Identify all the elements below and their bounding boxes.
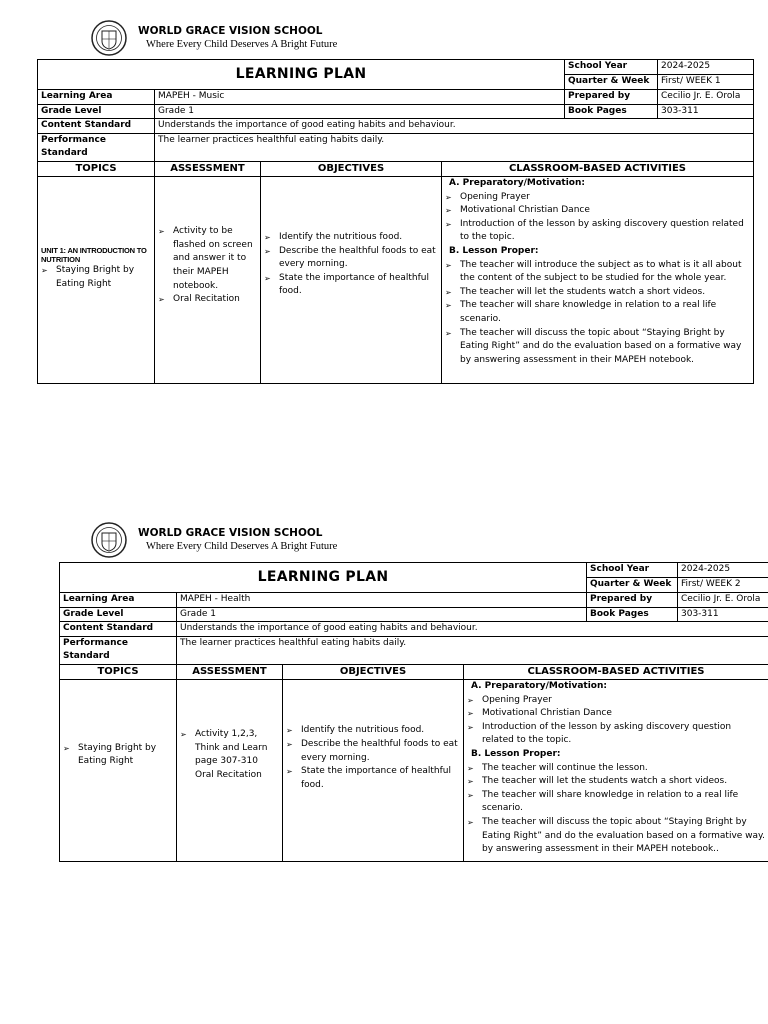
assessment-item: ➢ Activity to be flashed on screen and answer it to their MAPEH notebook. [158,225,257,293]
objective-item: ➢ State the importance of healthful food. [264,272,438,299]
objective-item: ➢ Identify the nutritious food. [264,231,438,245]
content-standard-label: Content Standard [38,119,155,134]
assessment-item: ➢ Oral Recitation [158,293,257,307]
activity-item: ➢ Introduction of the lesson by asking discovery question related to the topic. [467,721,765,748]
performance-standard-label: Performance Standard [38,133,155,161]
learning-area-label: Learning Area [60,593,177,608]
col-assessment-header: ASSESSMENT [155,161,261,176]
topics-cell [38,176,155,383]
activity-item: ➢ The teacher will introduce the subject as to what is it all about the content of the subject to be studied for the whole year. [445,259,750,286]
assessment-cell [177,679,283,861]
content-standard-label: Content Standard [60,622,177,637]
lesson-proper-heading: B. Lesson Proper: [449,245,539,256]
performance-standard-value: The learner practices healthful eating habits daily. [155,133,754,161]
col-objectives-header: OBJECTIVES [261,161,442,176]
activity-item: ➢ Opening Prayer [467,694,765,708]
school-year-label: School Year [587,563,678,578]
school-year-value: 2024-2025 [678,563,768,578]
school-name: WORLD GRACE VISION SCHOOL [138,527,323,539]
book-pages-label: Book Pages [565,104,658,119]
learning-area-label: Learning Area [38,90,155,105]
topic-item: ➢ Staying Bright by Eating Right [63,742,173,769]
school-year-value: 2024-2025 [658,60,754,75]
topic-item: ➢ Staying Bright by Eating Right [41,264,151,291]
school-motto: Where Every Child Deserves A Bright Future [146,39,338,50]
prepared-by-value: Cecilio Jr. E. Orola [678,593,768,608]
learning-plan-table-2 [59,562,768,862]
performance-standard-value: The learner practices healthful eating habits daily. [177,636,768,664]
activity-item: ➢ Motivational Christian Dance [445,204,750,218]
col-activities-header: CLASSROOM-BASED ACTIVITIES [442,161,754,176]
unit-heading: UNIT 1: AN INTRODUCTION TO NUTRITION [41,246,147,265]
quarter-value: First/ WEEK 2 [678,578,768,593]
quarter-label: Quarter & Week [565,75,658,90]
school-logo-icon [91,20,127,56]
school-header [91,522,391,560]
activity-item: ➢ The teacher will share knowledge in relation to a real life scenario. [445,299,750,326]
col-activities-header: CLASSROOM-BASED ACTIVITIES [464,664,768,679]
assessment-item: ➢ Activity 1,2,3, Think and Learn page 307-310 [180,728,279,769]
prepared-by-label: Prepared by [587,593,678,608]
preparatory-heading: A. Preparatory/Motivation: [471,680,607,691]
plan-title: LEARNING PLAN [38,60,565,90]
school-header [91,20,391,58]
book-pages-label: Book Pages [587,607,678,622]
prepared-by-label: Prepared by [565,90,658,105]
assessment-oral: Oral Recitation [195,770,262,781]
activity-item: ➢ Motivational Christian Dance [467,707,765,721]
activity-item: ➢ The teacher will continue the lesson. [467,762,765,776]
prepared-by-value: Cecilio Jr. E. Orola [658,90,754,105]
activity-item: ➢ The teacher will discuss the topic about “Staying Bright by Eating Right” and do the evaluation based on a formative way. by answering assessment in their MAPEH notebook.. [467,816,765,857]
performance-standard-label: Performance Standard [60,636,177,664]
quarter-value: First/ WEEK 1 [658,75,754,90]
col-topics-header: TOPICS [60,664,177,679]
activities-cell [442,176,754,383]
book-pages-value: 303-311 [678,607,768,622]
grade-level-label: Grade Level [38,104,155,119]
objectives-cell [283,679,464,861]
grade-level-value: Grade 1 [155,104,565,119]
col-objectives-header: OBJECTIVES [283,664,464,679]
content-standard-value: Understands the importance of good eating habits and behaviour. [177,622,768,637]
objectives-cell [261,176,442,383]
activity-item: ➢ The teacher will discuss the topic about “Staying Bright by Eating Right” and do the evaluation based on a formative way by answering assessment in their MAPEH notebook. [445,327,750,368]
objective-item: ➢ Describe the healthful foods to eat every morning. [264,245,438,272]
activity-item: ➢ The teacher will share knowledge in relation to a real life scenario. [467,789,765,816]
activities-cell [464,679,768,861]
plan-title: LEARNING PLAN [60,563,587,593]
assessment-cell [155,176,261,383]
lesson-proper-heading: B. Lesson Proper: [471,748,561,759]
col-assessment-header: ASSESSMENT [177,664,283,679]
learning-plan-table-1 [37,59,754,384]
objective-item: ➢ State the importance of healthful food. [286,765,460,792]
activity-item: ➢ The teacher will let the students watch a short videos. [445,286,750,300]
school-name: WORLD GRACE VISION SCHOOL [138,25,323,37]
quarter-label: Quarter & Week [587,578,678,593]
objective-item: ➢ Describe the healthful foods to eat every morning. [286,738,460,765]
content-standard-value: Understands the importance of good eating habits and behaviour. [155,119,754,134]
col-topics-header: TOPICS [38,161,155,176]
topics-cell [60,679,177,861]
school-year-label: School Year [565,60,658,75]
objective-item: ➢ Identify the nutritious food. [286,724,460,738]
school-logo-icon [91,522,127,558]
school-motto: Where Every Child Deserves A Bright Future [146,541,338,552]
grade-level-value: Grade 1 [177,607,587,622]
activity-item: ➢ Introduction of the lesson by asking discovery question related to the topic. [445,218,750,245]
book-pages-value: 303-311 [658,104,754,119]
activity-item: ➢ The teacher will let the students watch a short videos. [467,775,765,789]
learning-area-value: MAPEH - Health [177,593,587,608]
grade-level-label: Grade Level [60,607,177,622]
learning-area-value: MAPEH - Music [155,90,565,105]
preparatory-heading: A. Preparatory/Motivation: [449,177,585,188]
activity-item: ➢ Opening Prayer [445,191,750,205]
